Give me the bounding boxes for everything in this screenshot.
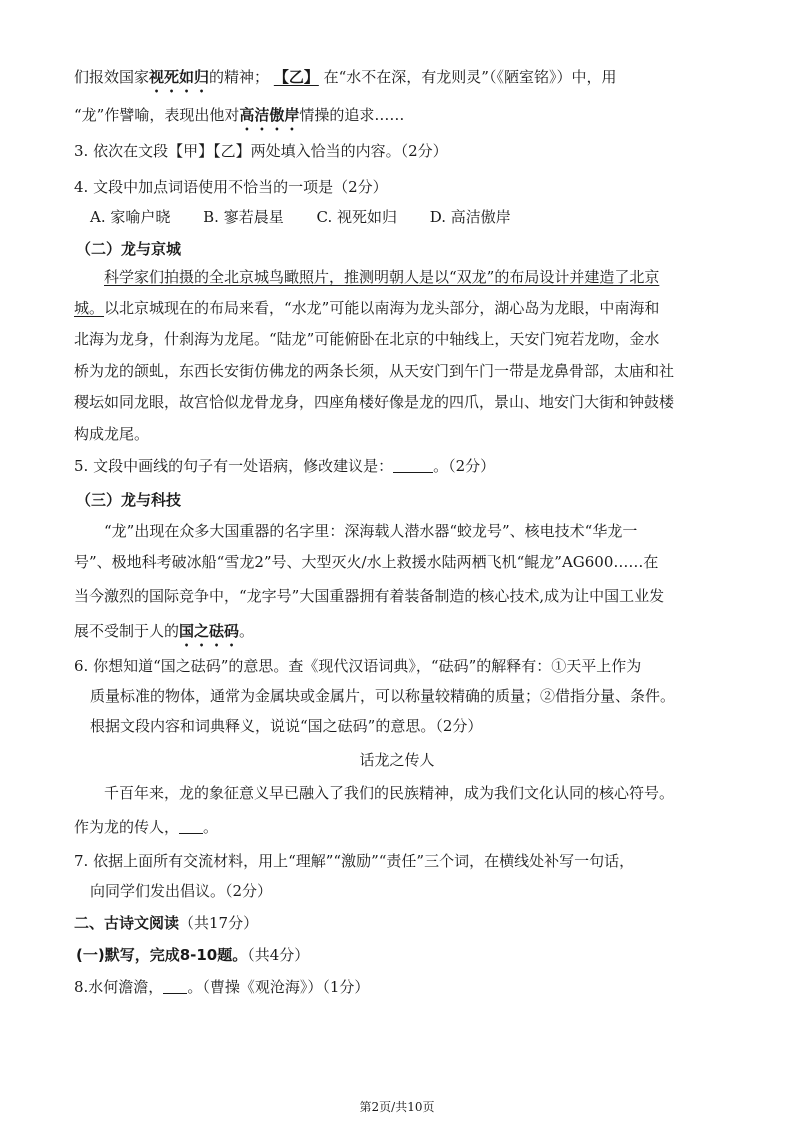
option-a: A. 家喻户晓 (90, 208, 171, 226)
text: 以北京城现在的布局来看，“水龙”可能以南海为龙头部分，湖心岛为龙眼，中南海和 (104, 299, 660, 317)
text: （共17分） (179, 914, 259, 932)
blank-yi: 【乙】 (273, 68, 319, 86)
text: （共4分） (247, 946, 310, 964)
question-6-line-1: 6. 你想知道“国之砝码”的意思。查《现代汉语词典》，“砝码”的解释有：①天平上作为 (74, 657, 642, 675)
option-d: D. 高洁傲岸 (429, 208, 511, 226)
passage3-line-3: 当今激烈的国际竞争中，“龙字号”大国重器拥有着装备制造的核心技术,成为让中国工业发 (74, 587, 665, 605)
text: 们报效国家 (74, 68, 150, 86)
passage2-line-4: 桥为龙的颌虬，东西长安街仿佛龙的两条长须，从天安门到午门一带是龙鼻骨部，太庙和社 (74, 362, 675, 380)
section-title-dragon-capital: （二）龙与京城 (76, 240, 182, 258)
passage3-line-1: “龙”出现在众多大国重器的名字里：深海载人潜水器“蛟龙号”、核电技术“华龙一 (104, 522, 638, 540)
emphasized-phrase: 视死如归 (149, 68, 210, 86)
answer-blank[interactable] (179, 819, 203, 834)
emphasized-phrase: 高洁傲岸 (239, 106, 300, 124)
answer-blank[interactable] (163, 979, 187, 994)
passage2-line-2 (74, 297, 659, 319)
section-2-heading (74, 912, 258, 934)
passage3-line-4 (74, 620, 254, 650)
question-7-line-2: 向同学们发出倡议。（2分） (90, 882, 273, 900)
heading-text: 二、古诗文阅读 (74, 914, 180, 932)
passage4-line-1: 千百年来，龙的象征意义早已融入了我们的民族精神，成为我们文化认同的核心符号。 (104, 784, 675, 802)
question-6-line-3: 根据文段内容和词典释义，说说“国之砝码”的意思。（2分） (90, 717, 483, 735)
passage3-line-2: 号”、极地科考破冰船“雪龙2”号、大型灭火/水上救援水陆两栖飞机“鲲龙”AG600……在 (74, 553, 659, 571)
page-footer: 第2页/共10页 (359, 1100, 435, 1114)
section-title-dragon-heirs: 话龙之传人 (359, 751, 435, 769)
question-4-options (90, 206, 539, 228)
question-8 (74, 976, 369, 998)
passage2-line-5: 稷坛如同龙眼，故宫恰似龙骨龙身，四座角楼好像是龙的四爪，景山、地安门大街和钟鼓楼 (74, 393, 675, 411)
question-6-line-2: 质量标准的物体，通常为金属块或金属片，可以称量较精确的质量；②借指分量、条件。 (90, 687, 676, 705)
question-5 (74, 455, 495, 477)
paragraph-line-1 (74, 66, 616, 96)
text: 。（2分） (433, 457, 496, 475)
text: 情操的追求…… (299, 106, 405, 124)
heading-text: (一)默写，完成8-10题。 (76, 946, 248, 964)
text: 的精神； (209, 68, 270, 86)
text: 。（曹操《观沧海》）（1分） (187, 978, 370, 996)
subsection-1-heading (76, 944, 309, 966)
question-7-line-1: 7. 依据上面所有交流材料，用上“理解”“激励”“责任”三个词，在横线处补写一句话， (74, 852, 635, 870)
text: 5. 文段中画线的句子有一处语病，修改建议是： (74, 457, 394, 475)
text: 8.水何澹澹， (74, 978, 164, 996)
option-c: C. 视死如归 (316, 208, 397, 226)
text: 作为龙的传人， (74, 818, 180, 836)
passage2-line-6: 构成龙尾。 (74, 425, 150, 443)
section-title-dragon-tech: （三）龙与科技 (76, 491, 182, 509)
paragraph-line-2 (74, 104, 404, 134)
emphasized-phrase: 国之砝码 (179, 622, 240, 640)
question-4: 4. 文段中加点词语使用不恰当的一项是（2分） (74, 178, 388, 196)
text: 在“水不在深，有龙则灵”（《陋室铭》）中，用 (323, 68, 617, 86)
answer-blank[interactable] (393, 458, 433, 473)
text: 。 (239, 622, 255, 640)
text: 展不受制于人的 (74, 622, 180, 640)
option-b: B. 寥若晨星 (203, 208, 284, 226)
passage4-line-2 (74, 816, 218, 838)
text: “龙”作譬喻，表现出他对 (74, 106, 240, 124)
question-3: 3. 依次在文段【甲】【乙】两处填入恰当的内容。（2分） (74, 142, 448, 160)
passage2-line-1: 科学家们拍摄的全北京城鸟瞰照片，推测明朝人是以“双龙”的布局设计并建造了北京 (104, 268, 660, 286)
passage2-line-3: 北海为龙身，什刹海为龙尾。“陆龙”可能俯卧在北京的中轴线上，天安门宛若龙吻，金水 (74, 330, 660, 348)
underlined-text: 城。 (74, 299, 105, 317)
text: 。 (203, 818, 219, 836)
